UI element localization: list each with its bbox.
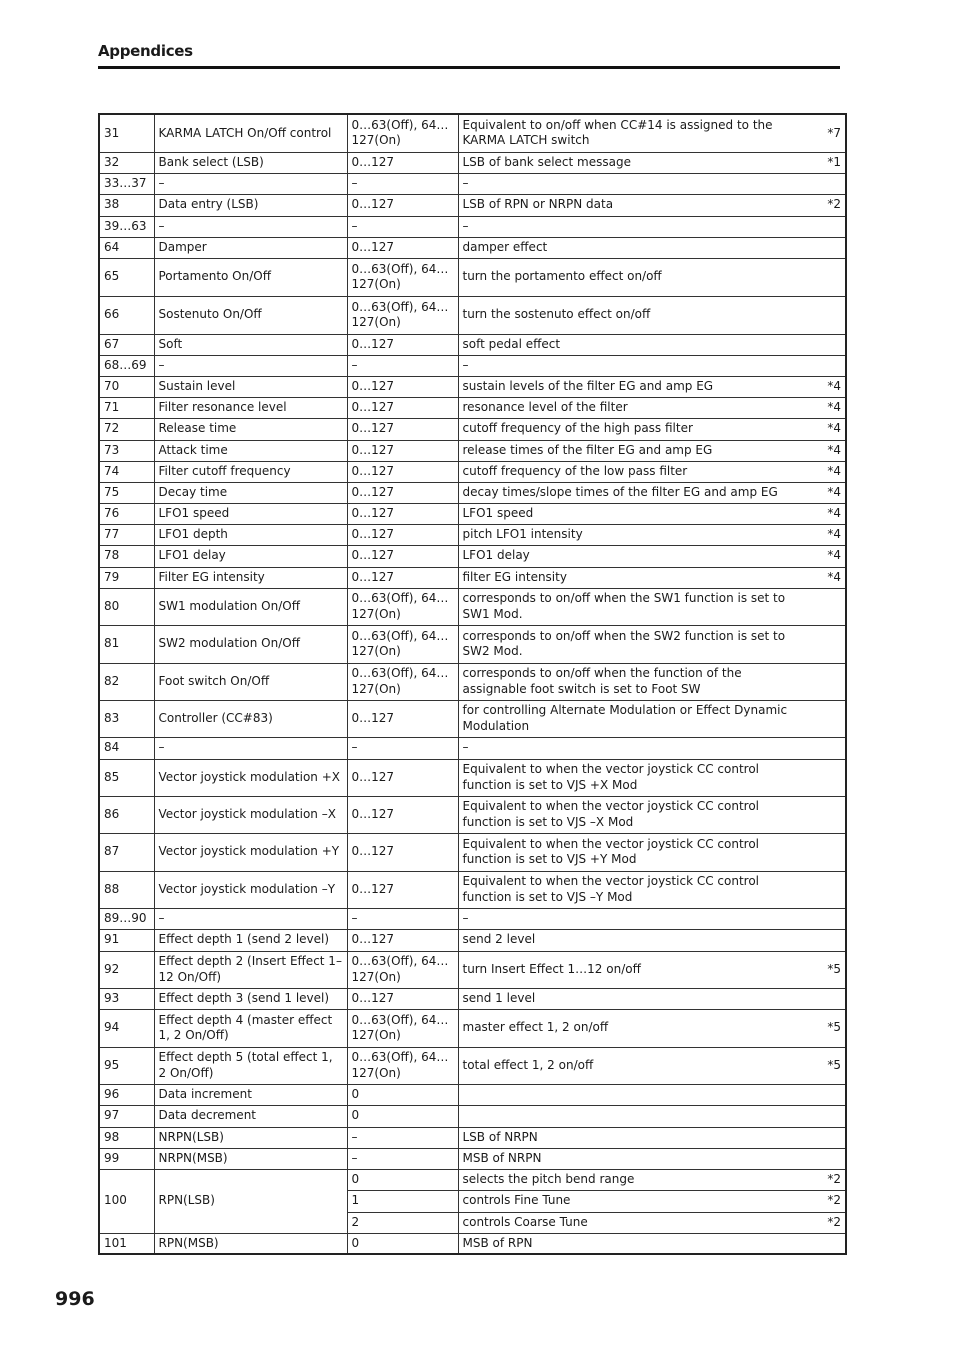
cc-value-cell: 0…127: [347, 524, 458, 545]
cc-value-cell: 0…127: [347, 376, 458, 397]
cc-number-cell: 86: [99, 796, 154, 833]
table-row: [99, 461, 846, 482]
description-cell: [458, 503, 846, 524]
cc-value-cell: 1: [347, 1190, 458, 1212]
cc-number-cell: 73: [99, 440, 154, 461]
description-text: MSB of RPN: [462, 1235, 533, 1250]
description-text: for controlling Alternate Modulation or Effect Dynamic Modulation: [462, 703, 788, 733]
cc-name-cell: –: [154, 908, 347, 929]
description-text: Equivalent to on/off when CC#14 is assigned to the KARMA LATCH switch: [462, 117, 773, 148]
cc-value-cell: –: [347, 737, 458, 759]
cc-number-cell: 70: [99, 376, 154, 397]
description-text: Equivalent to when the vector joystick CC control function is set to VJS –X Mod: [462, 799, 760, 829]
description-cell: [458, 482, 846, 503]
cc-name-cell: Damper: [154, 237, 347, 258]
description-text: soft pedal effect: [462, 336, 561, 351]
cc-number-cell: 71: [99, 397, 154, 418]
cc-number-cell: 81: [99, 625, 154, 663]
cc-number-cell: 33…37: [99, 173, 154, 194]
cc-value-cell: 0…63(Off), 64…127(On): [347, 1047, 458, 1084]
description-cell: [458, 237, 846, 258]
cc-number-cell: 72: [99, 418, 154, 440]
description-cell: [458, 461, 846, 482]
cc-number-cell: 84: [99, 737, 154, 759]
table-row: [99, 440, 846, 461]
cc-number-cell: 89…90: [99, 908, 154, 929]
cc-name-cell: Vector joystick modulation –X: [154, 796, 347, 833]
description-cell: [458, 567, 846, 588]
footnote-ref: *4: [827, 421, 841, 436]
cc-name-cell: Sostenuto On/Off: [154, 296, 347, 334]
description-cell: [458, 524, 846, 545]
table-row: [99, 588, 846, 625]
table-row: [99, 929, 846, 951]
cc-number-cell: 67: [99, 334, 154, 355]
table-row: [99, 663, 846, 700]
description-text: decay times/slope times of the filter EG and amp EG: [462, 484, 778, 499]
cc-value-cell: 0…127: [347, 152, 458, 173]
cc-value-cell: –: [347, 216, 458, 237]
description-cell: [458, 833, 846, 871]
description-cell: [458, 440, 846, 461]
cc-number-cell: 39…63: [99, 216, 154, 237]
description-text: turn the sostenuto effect on/off: [462, 307, 651, 322]
table-row: [99, 1148, 846, 1169]
cc-name-cell: Portamento On/Off: [154, 258, 347, 296]
cc-name-cell: Effect depth 3 (send 1 level): [154, 988, 347, 1009]
cc-value-cell: 0…127: [347, 440, 458, 461]
description-cell: [458, 759, 846, 796]
description-cell: [458, 397, 846, 418]
table-row: [99, 796, 846, 833]
table-row: [99, 1127, 846, 1148]
description-cell: [458, 216, 846, 237]
footnote-ref: *4: [827, 484, 841, 499]
cc-value-cell: 0…127: [347, 567, 458, 588]
description-text: corresponds to on/off when the function of the assignable foot switch is set to Foot SW: [462, 666, 742, 696]
table-row: [99, 1105, 846, 1127]
description-cell: [458, 114, 846, 152]
cc-number-cell: 79: [99, 567, 154, 588]
table-row: [99, 759, 846, 796]
description-cell: [458, 929, 846, 951]
cc-name-cell: RPN(LSB): [154, 1169, 347, 1233]
description-text: LSB of NRPN: [462, 1129, 538, 1144]
table-row: [99, 376, 846, 397]
cc-name-cell: NRPN(LSB): [154, 1127, 347, 1148]
cc-name-cell: Foot switch On/Off: [154, 663, 347, 700]
cc-name-cell: LFO1 speed: [154, 503, 347, 524]
description-cell: [458, 737, 846, 759]
description-text: total effect 1, 2 on/off: [462, 1057, 594, 1072]
description-text: controls Fine Tune: [462, 1193, 571, 1208]
description-cell: [458, 951, 846, 988]
description-cell: [458, 700, 846, 737]
table-row: [99, 567, 846, 588]
cc-value-cell: 0…127: [347, 397, 458, 418]
cc-name-cell: Vector joystick modulation +X: [154, 759, 347, 796]
description-text: MSB of NRPN: [462, 1150, 542, 1165]
cc-name-cell: Filter EG intensity: [154, 567, 347, 588]
description-text: turn the portamento effect on/off: [462, 269, 662, 284]
cc-value-cell: 0: [347, 1169, 458, 1190]
cc-value-cell: 0…127: [347, 796, 458, 833]
description-text: cutoff frequency of the low pass filter: [462, 463, 688, 478]
table-row: [99, 152, 846, 173]
cc-name-cell: –: [154, 216, 347, 237]
header-rule: [98, 66, 840, 69]
footnote-ref: *2: [827, 1171, 841, 1186]
footnote-ref: *4: [827, 569, 841, 584]
cc-value-cell: 0…63(Off), 64…127(On): [347, 258, 458, 296]
cc-number-cell: 97: [99, 1105, 154, 1127]
footnote-ref: *5: [827, 1057, 841, 1072]
table-row: [99, 1233, 846, 1254]
description-text: LSB of RPN or NRPN data: [462, 197, 614, 212]
description-cell: [458, 152, 846, 173]
table-row: [99, 737, 846, 759]
table-row: [99, 258, 846, 296]
cc-name-cell: –: [154, 737, 347, 759]
footnote-ref: *4: [827, 526, 841, 541]
cc-value-cell: 0…127: [347, 871, 458, 908]
table-row: [99, 1169, 846, 1190]
cc-value-cell: 0…63(Off), 64…127(On): [347, 296, 458, 334]
footnote-ref: *5: [827, 1020, 841, 1035]
cc-name-cell: Effect depth 2 (Insert Effect 1–12 On/Off): [154, 951, 347, 988]
cc-value-cell: 0…63(Off), 64…127(On): [347, 588, 458, 625]
footnote-ref: *4: [827, 548, 841, 563]
cc-number-cell: 96: [99, 1084, 154, 1105]
cc-number-cell: 74: [99, 461, 154, 482]
footnote-ref: *4: [827, 505, 841, 520]
cc-number-cell: 101: [99, 1233, 154, 1254]
cc-name-cell: –: [154, 355, 347, 376]
cc-value-cell: –: [347, 1148, 458, 1169]
table-row: [99, 625, 846, 663]
description-cell: [458, 1233, 846, 1254]
cc-number-cell: 91: [99, 929, 154, 951]
table-row: [99, 833, 846, 871]
table-row: [99, 524, 846, 545]
cc-number-cell: 92: [99, 951, 154, 988]
cc-number-cell: 98: [99, 1127, 154, 1148]
cc-name-cell: Effect depth 4 (master effect 1, 2 On/Off): [154, 1009, 347, 1047]
cc-value-cell: 0…127: [347, 418, 458, 440]
cc-name-cell: Data decrement: [154, 1105, 347, 1127]
description-text: cutoff frequency of the high pass filter: [462, 421, 693, 436]
cc-number-cell: 83: [99, 700, 154, 737]
cc-name-cell: Bank select (LSB): [154, 152, 347, 173]
table-row: [99, 296, 846, 334]
description-text: resonance level of the filter: [462, 399, 628, 414]
description-cell: [458, 1127, 846, 1148]
cc-name-cell: –: [154, 173, 347, 194]
description-cell: [458, 1047, 846, 1084]
description-cell: [458, 988, 846, 1009]
description-text: turn Insert Effect 1…12 on/off: [462, 961, 641, 976]
cc-number-cell: 87: [99, 833, 154, 871]
description-cell: [458, 545, 846, 567]
table-row: [99, 216, 846, 237]
cc-number-cell: 93: [99, 988, 154, 1009]
cc-number-cell: 64: [99, 237, 154, 258]
table-row: [99, 334, 846, 355]
description-text: pitch LFO1 intensity: [462, 526, 583, 541]
table-row: [99, 194, 846, 216]
cc-value-cell: 0…127: [347, 988, 458, 1009]
cc-number-cell: 85: [99, 759, 154, 796]
cc-number-cell: 82: [99, 663, 154, 700]
cc-name-cell: Soft: [154, 334, 347, 355]
table-row: [99, 908, 846, 929]
table-row: [99, 397, 846, 418]
cc-value-cell: 0…127: [347, 461, 458, 482]
description-text: corresponds to on/off when the SW1 function is set to SW1 Mod.: [462, 591, 786, 621]
cc-number-cell: 99: [99, 1148, 154, 1169]
description-cell: [458, 296, 846, 334]
description-text: selects the pitch bend range: [462, 1171, 635, 1186]
description-text: –: [462, 740, 469, 755]
cc-name-cell: Effect depth 1 (send 2 level): [154, 929, 347, 951]
cc-number-cell: 38: [99, 194, 154, 216]
description-cell: [458, 1212, 846, 1233]
description-text: sustain levels of the filter EG and amp EG: [462, 378, 714, 393]
cc-value-cell: 2: [347, 1212, 458, 1233]
cc-value-cell: 0: [347, 1105, 458, 1127]
description-cell: [458, 173, 846, 194]
description-text: LFO1 delay: [462, 548, 530, 563]
description-cell: [458, 908, 846, 929]
description-cell: [458, 1105, 846, 1127]
cc-name-cell: RPN(MSB): [154, 1233, 347, 1254]
description-cell: [458, 355, 846, 376]
cc-value-cell: 0…127: [347, 929, 458, 951]
description-cell: [458, 1148, 846, 1169]
cc-value-cell: 0…63(Off), 64…127(On): [347, 663, 458, 700]
description-cell: [458, 258, 846, 296]
cc-number-cell: 80: [99, 588, 154, 625]
description-cell: [458, 1009, 846, 1047]
cc-name-cell: SW2 modulation On/Off: [154, 625, 347, 663]
description-cell: [458, 1190, 846, 1212]
description-text: LFO1 speed: [462, 505, 534, 520]
description-text: send 2 level: [462, 932, 536, 947]
cc-value-cell: –: [347, 355, 458, 376]
description-text: corresponds to on/off when the SW2 function is set to SW2 Mod.: [462, 628, 786, 658]
cc-name-cell: LFO1 depth: [154, 524, 347, 545]
cc-value-cell: 0…63(Off), 64…127(On): [347, 114, 458, 152]
cc-number-cell: 88: [99, 871, 154, 908]
cc-name-cell: Filter cutoff frequency: [154, 461, 347, 482]
table-row: [99, 418, 846, 440]
cc-value-cell: 0…127: [347, 482, 458, 503]
description-cell: [458, 194, 846, 216]
cc-name-cell: Vector joystick modulation –Y: [154, 871, 347, 908]
description-cell: [458, 663, 846, 700]
footnote-ref: *7: [827, 125, 841, 140]
cc-value-cell: 0…127: [347, 503, 458, 524]
table-row: [99, 545, 846, 567]
cc-name-cell: KARMA LATCH On/Off control: [154, 114, 347, 152]
table-row: [99, 503, 846, 524]
description-cell: [458, 588, 846, 625]
description-text: Equivalent to when the vector joystick CC control function is set to VJS –Y Mod: [462, 874, 760, 904]
cc-name-cell: LFO1 delay: [154, 545, 347, 567]
cc-value-cell: 0…127: [347, 833, 458, 871]
cc-value-cell: 0…63(Off), 64…127(On): [347, 951, 458, 988]
table-row: [99, 355, 846, 376]
cc-value-cell: 0…127: [347, 237, 458, 258]
description-cell: [458, 418, 846, 440]
cc-value-cell: 0…63(Off), 64…127(On): [347, 625, 458, 663]
table-row: [99, 482, 846, 503]
table-row: [99, 1009, 846, 1047]
cc-number-cell: 65: [99, 258, 154, 296]
page-number: 996: [55, 1288, 95, 1310]
cc-value-cell: 0…127: [347, 194, 458, 216]
description-text: LSB of bank select message: [462, 154, 631, 169]
cc-number-cell: 66: [99, 296, 154, 334]
cc-name-cell: Data entry (LSB): [154, 194, 347, 216]
footnote-ref: *4: [827, 442, 841, 457]
table-row: [99, 1047, 846, 1084]
cc-number-cell: 31: [99, 114, 154, 152]
description-cell: [458, 796, 846, 833]
table-row: [99, 173, 846, 194]
description-text: filter EG intensity: [462, 569, 567, 584]
cc-value-cell: 0…127: [347, 759, 458, 796]
description-cell: [458, 1169, 846, 1190]
cc-number-cell: 95: [99, 1047, 154, 1084]
table-row: [99, 988, 846, 1009]
cc-value-cell: 0…127: [347, 545, 458, 567]
footnote-ref: *4: [827, 399, 841, 414]
cc-name-cell: Sustain level: [154, 376, 347, 397]
section-title: Appendices: [98, 42, 193, 60]
table-row: [99, 1084, 846, 1105]
description-cell: [458, 871, 846, 908]
footnote-ref: *4: [827, 463, 841, 478]
description-text: Equivalent to when the vector joystick CC control function is set to VJS +Y Mod: [462, 836, 760, 866]
footnote-ref: *2: [827, 197, 841, 212]
cc-name-cell: Attack time: [154, 440, 347, 461]
cc-name-cell: SW1 modulation On/Off: [154, 588, 347, 625]
cc-value-cell: –: [347, 173, 458, 194]
description-cell: [458, 376, 846, 397]
description-text: send 1 level: [462, 990, 536, 1005]
cc-number-cell: 68…69: [99, 355, 154, 376]
cc-value-cell: 0: [347, 1084, 458, 1105]
cc-number-cell: 75: [99, 482, 154, 503]
table-row: [99, 237, 846, 258]
description-text: –: [462, 218, 469, 233]
cc-value-cell: –: [347, 908, 458, 929]
cc-number-cell: 77: [99, 524, 154, 545]
cc-number-cell: 100: [99, 1169, 154, 1233]
table-row: [99, 700, 846, 737]
cc-name-cell: Vector joystick modulation +Y: [154, 833, 347, 871]
cc-name-cell: NRPN(MSB): [154, 1148, 347, 1169]
cc-name-cell: Controller (CC#83): [154, 700, 347, 737]
cc-value-cell: 0…127: [347, 334, 458, 355]
cc-number-cell: 32: [99, 152, 154, 173]
footnote-ref: *2: [827, 1193, 841, 1208]
description-text: –: [462, 175, 469, 190]
table-row: [99, 871, 846, 908]
description-cell: [458, 334, 846, 355]
cc-number-cell: 76: [99, 503, 154, 524]
cc-name-cell: Release time: [154, 418, 347, 440]
cc-number-cell: 94: [99, 1009, 154, 1047]
cc-number-cell: 78: [99, 545, 154, 567]
footnote-ref: *5: [827, 961, 841, 976]
description-text: –: [462, 910, 469, 925]
midi-cc-table: [98, 113, 847, 1255]
cc-value-cell: –: [347, 1127, 458, 1148]
cc-value-cell: 0: [347, 1233, 458, 1254]
description-cell: [458, 625, 846, 663]
description-text: controls Coarse Tune: [462, 1214, 588, 1229]
cc-name-cell: Data increment: [154, 1084, 347, 1105]
cc-name-cell: Decay time: [154, 482, 347, 503]
footnote-ref: *4: [827, 378, 841, 393]
footnote-ref: *2: [827, 1214, 841, 1229]
description-text: master effect 1, 2 on/off: [462, 1020, 609, 1035]
description-text: damper effect: [462, 239, 548, 254]
description-text: release times of the filter EG and amp EG: [462, 442, 713, 457]
description-cell: [458, 1084, 846, 1105]
table-body: [99, 114, 846, 1254]
cc-name-cell: Effect depth 5 (total effect 1, 2 On/Off): [154, 1047, 347, 1084]
description-text: Equivalent to when the vector joystick CC control function is set to VJS +X Mod: [462, 762, 760, 792]
description-text: –: [462, 357, 469, 372]
footnote-ref: *1: [827, 154, 841, 169]
table-row: [99, 951, 846, 988]
cc-name-cell: Filter resonance level: [154, 397, 347, 418]
table-row: [99, 114, 846, 152]
cc-value-cell: 0…127: [347, 700, 458, 737]
cc-value-cell: 0…63(Off), 64…127(On): [347, 1009, 458, 1047]
